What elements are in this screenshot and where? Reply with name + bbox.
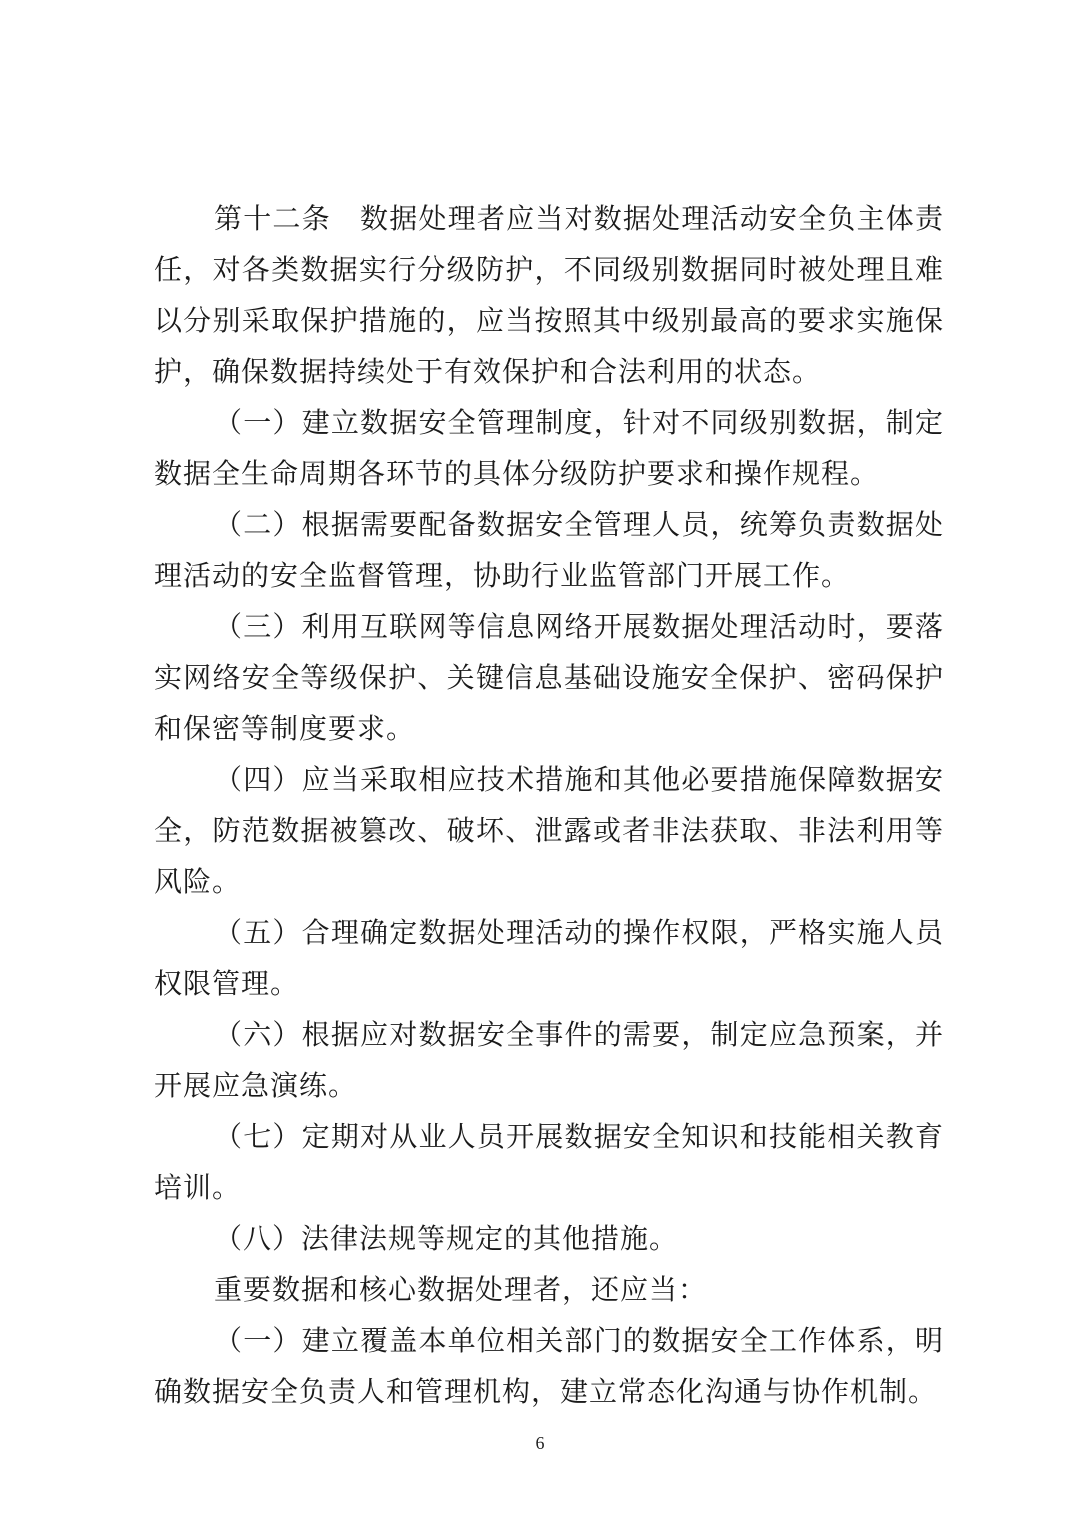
article-12-paragraph: 第十二条 数据处理者应当对数据处理活动安全负主体责任，对各类数据实行分级防护，不同级别数据同时被处理且难以分别采取保护措施的，应当按照其中级别最高的要求实施保护，确保数据持续处于有效保护和合法利用的状态。 xyxy=(154,202,944,388)
list-item-3: （三）利用互联网等信息网络开展数据处理活动时，要落实网络安全等级保护、关键信息基础设施安全保护、密码保护和保密等制度要求。 xyxy=(154,610,944,745)
list-item-1: （一）建立数据安全管理制度，针对不同级别数据，制定数据全生命周期各环节的具体分级防护要求和操作规程。 xyxy=(154,406,944,490)
document-body xyxy=(154,193,944,1417)
important-data-item-1: （一）建立覆盖本单位相关部门的数据安全工作体系，明确数据安全负责人和管理机构，建立常态化沟通与协作机制。 xyxy=(154,1324,944,1408)
list-item-4: （四）应当采取相应技术措施和其他必要措施保障数据安全，防范数据被篡改、破坏、泄露或者非法获取、非法利用等风险。 xyxy=(154,763,944,898)
important-data-intro: 重要数据和核心数据处理者，还应当： xyxy=(214,1273,708,1306)
list-item-2: （二）根据需要配备数据安全管理人员，统筹负责数据处理活动的安全监督管理，协助行业监管部门开展工作。 xyxy=(154,508,944,592)
page-number: 6 xyxy=(535,1433,545,1453)
list-item-7: （七）定期对从业人员开展数据安全知识和技能相关教育培训。 xyxy=(154,1120,944,1204)
list-item-8: （八）法律法规等规定的其他措施。 xyxy=(214,1222,679,1255)
list-item-6: （六）根据应对数据安全事件的需要，制定应急预案，并开展应急演练。 xyxy=(154,1018,944,1102)
list-item-5: （五）合理确定数据处理活动的操作权限，严格实施人员权限管理。 xyxy=(154,916,944,1000)
